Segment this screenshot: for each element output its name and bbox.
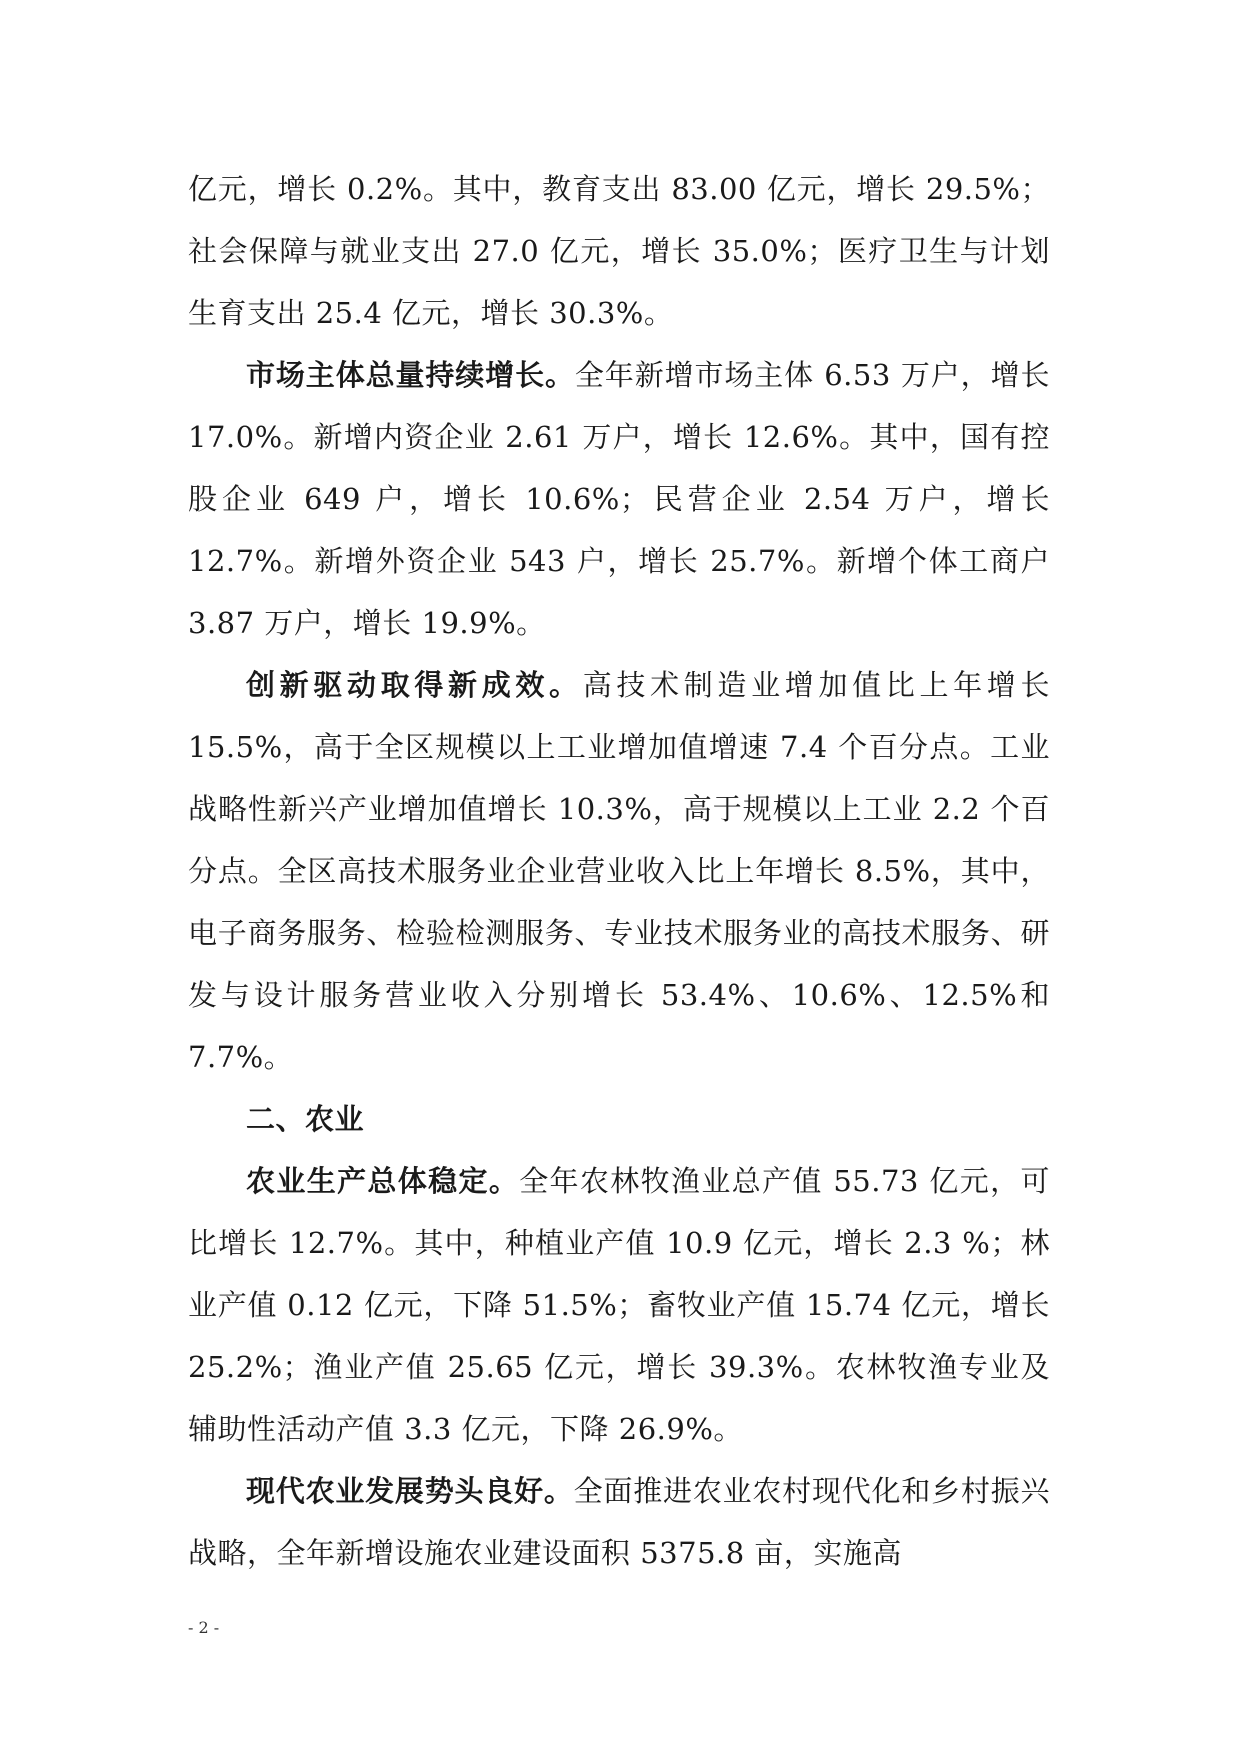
paragraph-lead: 农业生产总体稳定。	[246, 1164, 520, 1198]
paragraph-market-entities	[188, 344, 1050, 654]
paragraph-lead: 市场主体总量持续增长。	[246, 358, 575, 392]
paragraph-text: 全年农林牧渔业总产值 55.73 亿元，可比增长 12.7%。其中，种植业产值 10.9 亿元，增长 2.3 %；林业产值 0.12 亿元，下降 51.5%；畜牧业产值 15.74 亿元，增长 25.2%；渔业产值 25.65 亿元，增长 39.3%。农林牧渔专业及辅助性活动产值 3.3 亿元，下降 26.9%。	[188, 1164, 1050, 1446]
paragraph-text: 亿元，增长 0.2%。其中，教育支出 83.00 亿元，增长 29.5%；社会保障与就业支出 27.0 亿元，增长 35.0%；医疗卫生与计划生育支出 25.4 亿元，增长 30.3%。	[188, 172, 1050, 330]
section-heading-agriculture: 二、农业	[246, 1102, 365, 1136]
paragraph-text: 全年新增市场主体 6.53 万户，增长 17.0%。新增内资企业 2.61 万户，增长 12.6%。其中，国有控股企业 649 户，增长 10.6%；民营企业 2.54 万户，增长 12.7%。新增外资企业 543 户，增长 25.7%。新增个体工商户 3.87 万户，增长 19.9%。	[188, 358, 1050, 640]
document-body	[188, 158, 1050, 1584]
paragraph-innovation	[188, 654, 1050, 1088]
paragraph-lead: 创新驱动取得新成效。	[246, 668, 583, 702]
paragraph-lead: 现代农业发展势头良好。	[246, 1474, 574, 1508]
paragraph-text: 高技术制造业增加值比上年增长 15.5%，高于全区规模以上工业增加值增速 7.4 个百分点。工业战略性新兴产业增加值增长 10.3%，高于规模以上工业 2.2 个百分点。全区高技术服务业企业营业收入比上年增长 8.5%，其中，电子商务服务、检验检测服务、专业技术服务业的高技术服务、研发与设计服务营业收入分别增长 53.4%、10.6%、12.5%和 7.7%。	[188, 668, 1050, 1074]
page-number: - 2 -	[188, 1618, 220, 1637]
paragraph-modern-agriculture	[188, 1460, 1050, 1584]
paragraph-text: 全面推进农业农村现代化和乡村振兴战略，全年新增设施农业建设面积 5375.8 亩，实施高	[188, 1474, 1050, 1570]
paragraph-agriculture-production	[188, 1150, 1050, 1460]
paragraph-fiscal-expenditure	[188, 158, 1050, 344]
